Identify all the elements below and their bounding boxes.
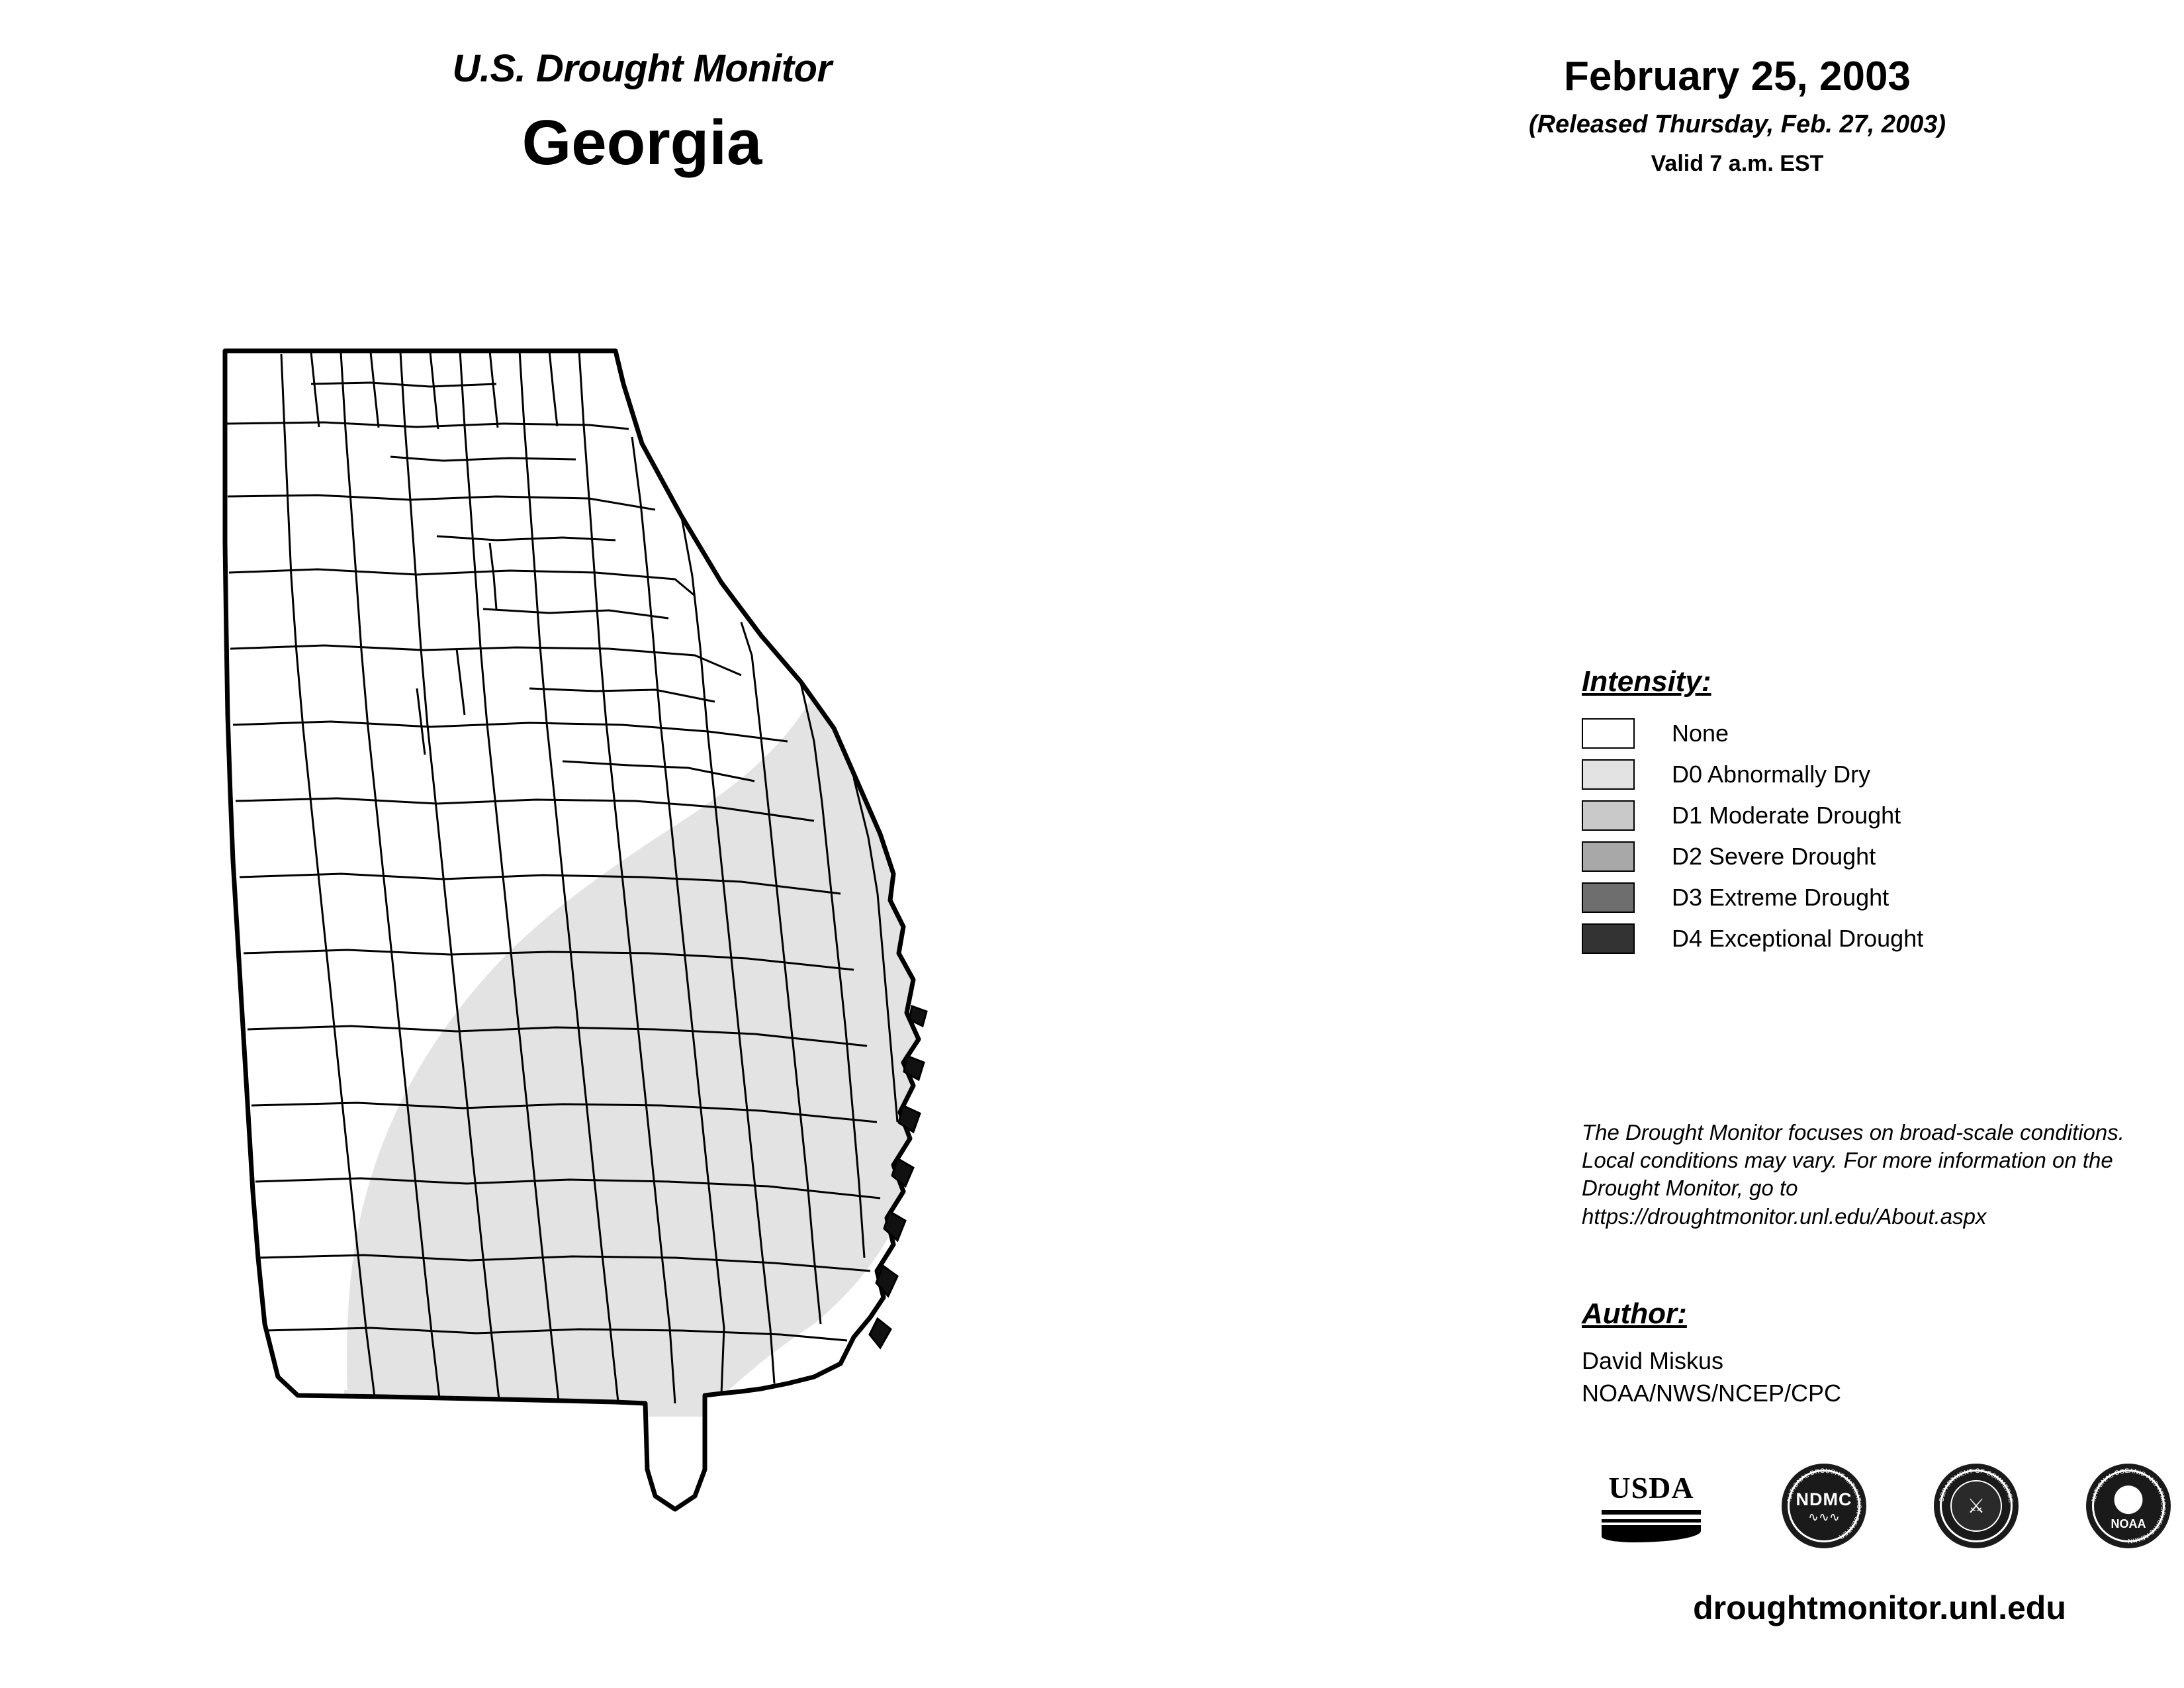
legend-title: Intensity: bbox=[1582, 665, 1711, 698]
disclaimer-text: The Drought Monitor focuses on broad-scale conditions. Local conditions may vary. For more information on the Drought Monitor, go to https://droughtmonitor.unl.edu/About.aspx bbox=[1582, 1120, 2124, 1229]
page-title: U.S. Drought Monitor bbox=[452, 47, 832, 90]
svg-text:NATIONAL DROUGHT MITIGATION CE: NATIONAL DROUGHT MITIGATION CENTER bbox=[1786, 1467, 1863, 1541]
release-date: (Released Thursday, Feb. 27, 2003) bbox=[1528, 111, 1946, 138]
legend-label-d0: D0 Abnormally Dry bbox=[1672, 761, 1871, 788]
state-title: Georgia bbox=[522, 107, 762, 178]
georgia-drought-map bbox=[218, 344, 1396, 1602]
map-date: February 25, 2003 bbox=[1564, 54, 1911, 99]
legend-item-d0 bbox=[1582, 754, 2164, 795]
ndmc-core bbox=[1796, 1489, 1852, 1523]
legend-label-d2: D2 Severe Drought bbox=[1672, 843, 1876, 870]
legend-swatch-d2 bbox=[1582, 841, 1635, 872]
author-affiliation: NOAA/NWS/NCEP/CPC bbox=[1582, 1379, 1842, 1407]
legend-label-d1: D1 Moderate Drought bbox=[1672, 802, 1901, 829]
author-name: David Miskus bbox=[1582, 1347, 1724, 1374]
legend-item-d3 bbox=[1582, 877, 2164, 918]
legend-item-d2 bbox=[1582, 836, 2164, 877]
noaa-logo-text: NOAA bbox=[2111, 1517, 2146, 1530]
svg-text:NATIONAL OCEANIC AND ATMOSPHER: NATIONAL OCEANIC AND ATMOSPHERIC ADMIN bbox=[2090, 1467, 2167, 1545]
valid-time: Valid 7 a.m. EST bbox=[1651, 151, 1824, 176]
legend-swatch-d1 bbox=[1582, 800, 1635, 831]
ndmc-logo bbox=[1782, 1464, 1866, 1548]
ndmc-logo-text: NDMC bbox=[1796, 1489, 1852, 1509]
legend-swatch-d3 bbox=[1582, 882, 1635, 913]
doc-eagle-icon: ⚔ bbox=[1950, 1480, 2002, 1532]
usda-bar-top bbox=[1602, 1510, 1701, 1515]
usda-bar-bottom bbox=[1602, 1519, 1701, 1523]
legend-item-d4 bbox=[1582, 918, 2164, 959]
usda-swoosh-shape bbox=[1602, 1525, 1701, 1542]
svg-text:DEPARTMENT OF COMMERCE: DEPARTMENT OF COMMERCE bbox=[1938, 1467, 2015, 1504]
legend-label-none: None bbox=[1672, 720, 1729, 747]
legend-swatch-none bbox=[1582, 718, 1635, 749]
department-of-commerce-seal bbox=[1934, 1464, 2019, 1548]
usda-logo bbox=[1588, 1466, 1714, 1546]
author-block bbox=[1582, 1297, 2177, 1409]
legend-label-d3: D3 Extreme Drought bbox=[1672, 884, 1889, 911]
legend-label-d4: D4 Exceptional Drought bbox=[1672, 925, 1924, 952]
noaa-logo bbox=[2086, 1464, 2171, 1548]
legend bbox=[1582, 665, 2164, 959]
usda-logo-text: USDA bbox=[1608, 1470, 1694, 1505]
title-block bbox=[278, 46, 1006, 179]
legend-swatch-d0 bbox=[1582, 759, 1635, 790]
legend-item-d1 bbox=[1582, 795, 2164, 836]
logo-row bbox=[1588, 1456, 2171, 1556]
legend-swatch-d4 bbox=[1582, 923, 1635, 954]
legend-item-none bbox=[1582, 713, 2164, 754]
ndmc-waves-icon: ∿∿∿ bbox=[1808, 1510, 1840, 1524]
date-block bbox=[1390, 53, 2085, 177]
author-title: Author: bbox=[1582, 1297, 1687, 1330]
footer-url[interactable]: droughtmonitor.unl.edu bbox=[1693, 1589, 2066, 1626]
